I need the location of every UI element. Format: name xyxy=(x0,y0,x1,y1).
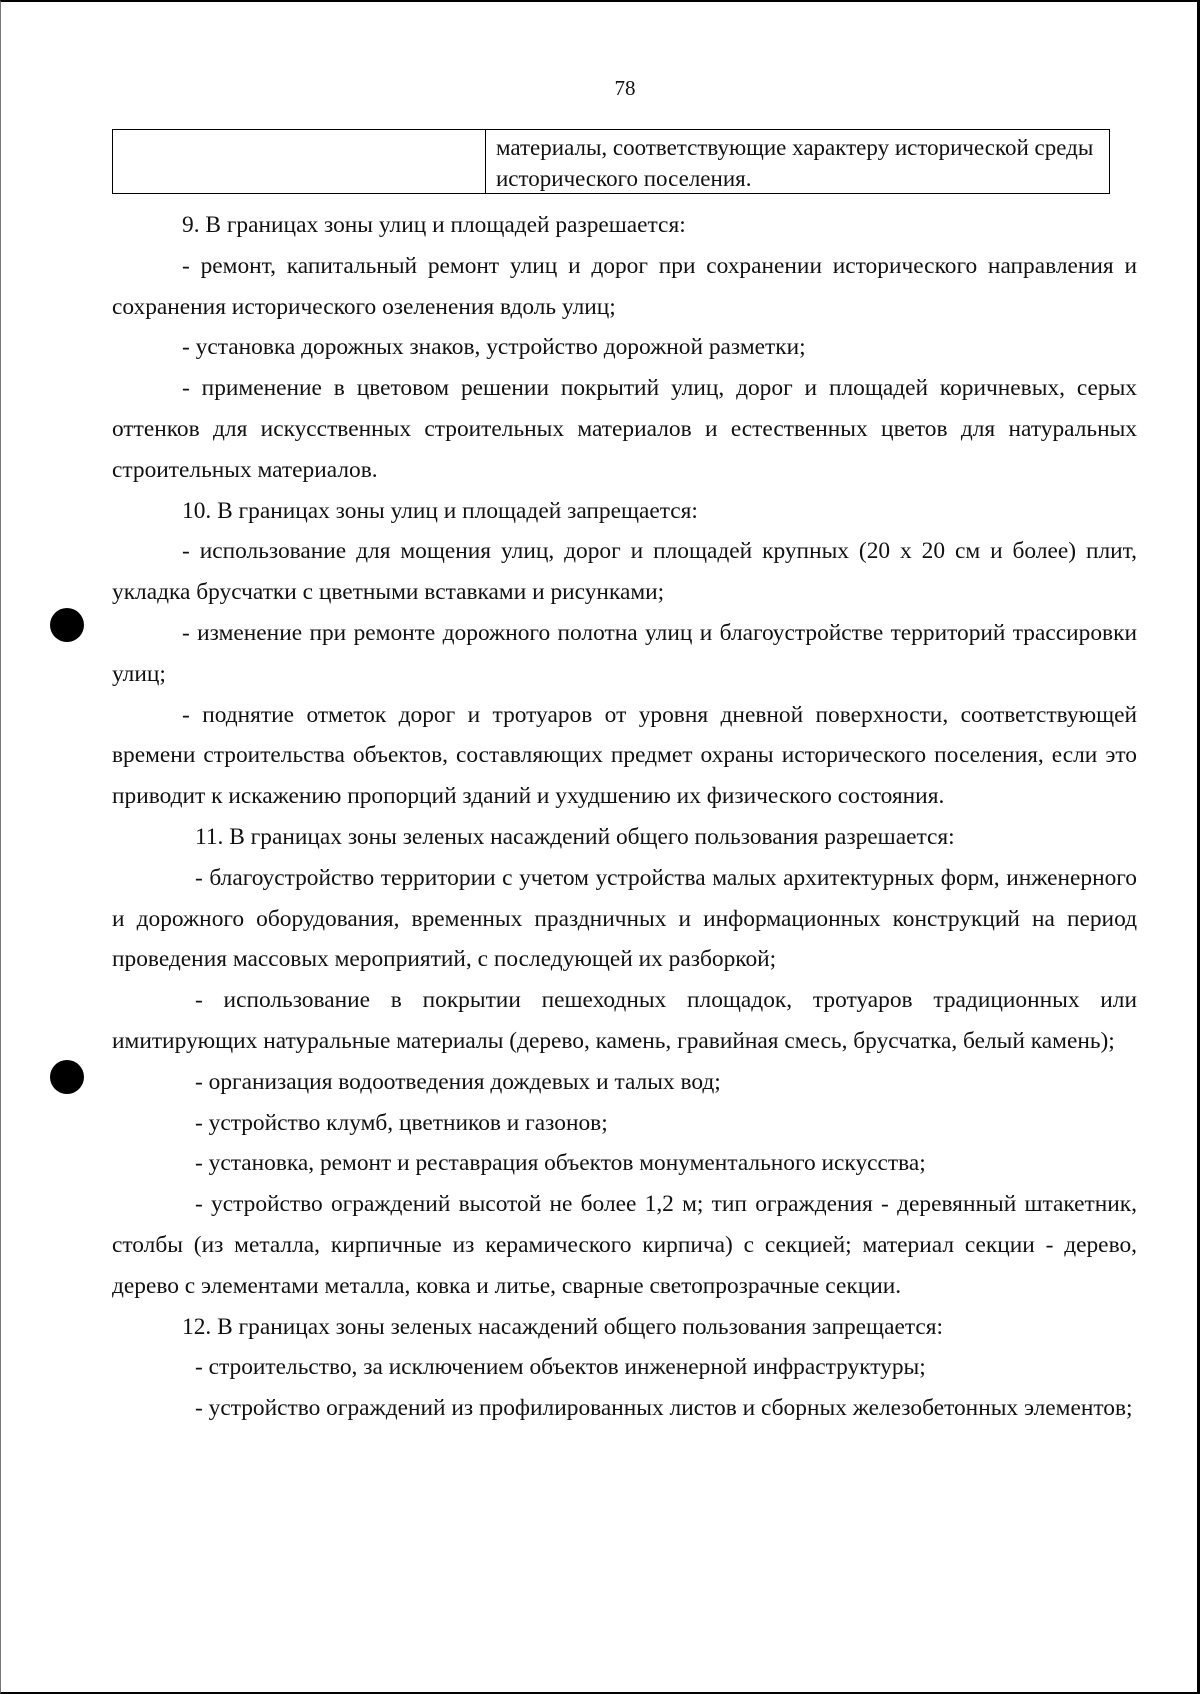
list-item: - строительство, за исключением объектов инженерной инфраструктуры; xyxy=(195,1354,926,1381)
punch-hole-mark xyxy=(50,608,84,642)
punch-hole-mark xyxy=(50,1060,84,1094)
table-cell-left xyxy=(113,130,486,193)
section-heading: 10. В границах зоны улиц и площадей запрещается: xyxy=(182,497,698,524)
list-item: - устройство ограждений из профилированных листов и сборных железобетонных элементов; xyxy=(195,1395,1133,1422)
list-item: - устройство клумб, цветников и газонов; xyxy=(195,1109,608,1136)
table-cell-right: материалы, соответствующие характеру исторической среды исторического поселения. xyxy=(496,135,1094,191)
section-heading: 11. В границах зоны зеленых насаждений общего пользования разрешается: xyxy=(195,823,955,850)
page-number: 78 xyxy=(614,76,636,100)
section-heading: 12. В границах зоны зеленых насаждений общего пользования запрещается: xyxy=(182,1313,943,1340)
list-item: - использование в покрытии пешеходных площадок, тротуаров традиционных или имитирующих натуральные материалы (дерево, камень, гравийная смесь, брусчатка, белый камень); xyxy=(112,987,1137,1054)
list-item: - поднятие отметок дорог и тротуаров от уровня дневной поверхности, соответствующей времени строительства объектов, составляющих предмет охраны исторического поселения, если это приводит к искажению пропорций зданий и ухудшению их физического состояния. xyxy=(112,701,1137,810)
list-item: - устройство ограждений высотой не более 1,2 м; тип ограждения - деревянный штакетник, столбы (из металла, кирпичные из керамического кирпича) с секцией; материал секции - дерево, дерево с элементами металла, ковка и литье, сварные светопрозрачные секции. xyxy=(112,1191,1137,1299)
list-item: - использование для мощения улиц, дорог и площадей крупных (20 х 20 см и более) плит, укладка брусчатки с цветными вставками и рисунками; xyxy=(112,538,1137,606)
list-item: - организация водоотведения дождевых и талых вод; xyxy=(195,1068,721,1095)
list-item: - благоустройство территории с учетом устройства малых архитектурных форм, инженерного и дорожного оборудования, временных праздничных и информационных конструкций на период проведения массовых мероприятий, с последующей их разборкой; xyxy=(112,864,1137,973)
continuation-table xyxy=(112,129,1110,194)
body-text xyxy=(112,205,1137,1429)
list-item: - применение в цветовом решении покрытий улиц, дорог и площадей коричневых, серых оттенков для искусственных строительных материалов и естественных цветов для натуральных строительных материалов. xyxy=(112,375,1137,483)
list-item: - установка дорожных знаков, устройство дорожной разметки; xyxy=(182,334,806,361)
list-item: - ремонт, капитальный ремонт улиц и дорог при сохранении исторического направления и сохранения исторического озеленения вдоль улиц; xyxy=(112,252,1137,320)
section-heading: 9. В границах зоны улиц и площадей разрешается: xyxy=(182,212,686,238)
list-item: - установка, ремонт и реставрация объектов монументального искусства; xyxy=(195,1150,926,1177)
list-item: - изменение при ремонте дорожного полотна улиц и благоустройстве территорий трассировки улиц; xyxy=(112,619,1137,687)
